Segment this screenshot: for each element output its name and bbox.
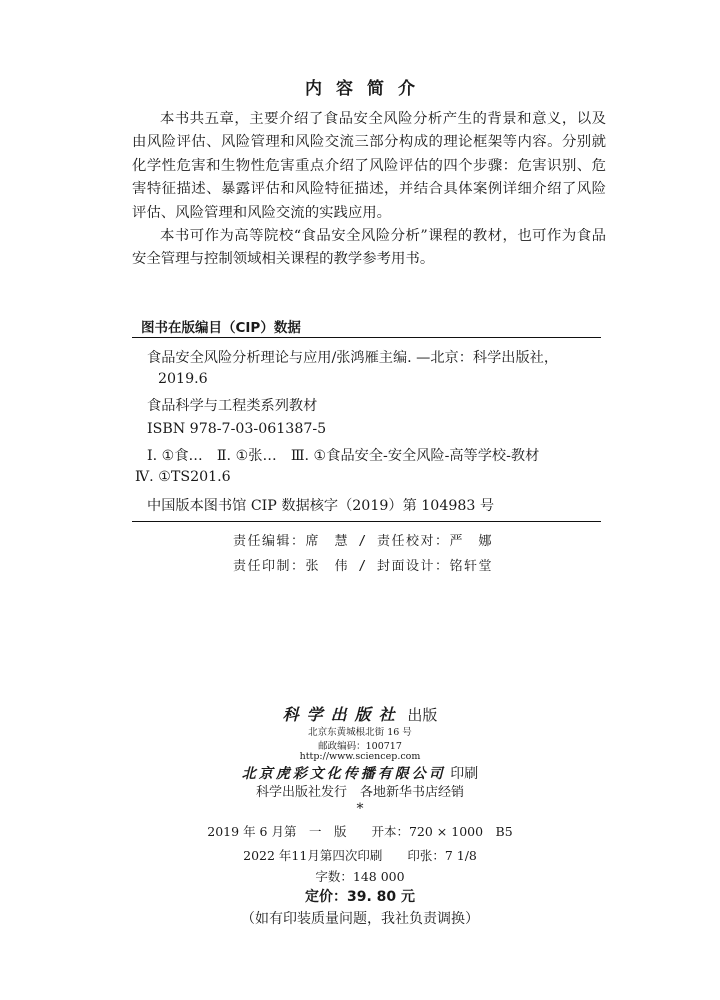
printing-line: 2022 年11月第四次印刷 印张：7 1/8	[243, 848, 477, 863]
printer-suffix: 印刷	[450, 766, 479, 782]
price: 定价：39. 80 元	[304, 889, 416, 905]
cip-title-line: 食品安全风险分析理论与应用/张鸿雁主编. —北京：科学出版社，	[147, 350, 559, 366]
quality-notice: （如有印装质量问题，我社负责调换）	[241, 911, 479, 927]
printer-line	[0, 763, 720, 783]
cip-classification-line: Ⅳ. ①TS201.6	[135, 469, 231, 485]
cip-series-line: 食品科学与工程类系列教材	[147, 398, 318, 414]
publisher-suffix: 出版	[407, 706, 438, 724]
separator-star: *	[356, 801, 364, 817]
cip-top-rule	[132, 337, 601, 338]
cip-bottom-rule	[132, 521, 601, 522]
intro-title: 内容简介	[305, 79, 429, 99]
cip-record-number-line: 中国版本图书馆 CIP 数据核字（2019）第 104983 号	[147, 498, 495, 514]
production-credits: 责任印制：张 伟 / 封面设计：铭轩堂	[233, 559, 493, 574]
publisher-address: 北京东黄城根北街 16 号	[308, 727, 412, 738]
publisher-postcode: 邮政编码：100717	[318, 741, 402, 752]
cip-date-line: 2019.6	[158, 371, 208, 387]
intro-paragraph-2: 本书可作为高等院校“食品安全风险分析”课程的教材，也可作为食品安全管理与控制领域相关课程的教学参考用书。	[132, 228, 606, 268]
cip-isbn-line: ISBN 978-7-03-061387-5	[147, 421, 327, 437]
word-count: 字数：148 000	[315, 869, 405, 884]
cip-subject-line: Ⅰ. ①食… Ⅱ. ①张… Ⅲ. ①食品安全-安全风险-高等学校-教材	[147, 448, 540, 464]
cip-header: 图书在版编目（CIP）数据	[141, 320, 301, 336]
edition-line: 2019 年 6 月第 一 版 开本：720 × 1000 B5	[207, 824, 513, 839]
distribution-line: 科学出版社发行 各地新华书店经销	[255, 785, 464, 800]
printer-name: 北京虎彩文化传播有限公司	[241, 766, 446, 782]
publisher-name: 科学出版社	[282, 705, 403, 724]
intro-paragraph-1: 本书共五章，主要介绍了食品安全风险分析产生的背景和意义，以及由风险评估、风险管理和风险交流三部分构成的理论框架等内容。分别就化学性危害和生物性危害重点介绍了风险评估的四个步骤：危害识别、危害特征描述、暴露评估和风险特征描述，并结合具体案例详细介绍了风险评估、风险管理和风险交流的实践应用。	[132, 111, 606, 221]
editor-credits: 责任编辑：席 慧 / 责任校对：严 娜	[233, 534, 493, 549]
publisher-url: http://www.sciencep.com	[299, 751, 421, 762]
publisher-line	[0, 702, 720, 725]
